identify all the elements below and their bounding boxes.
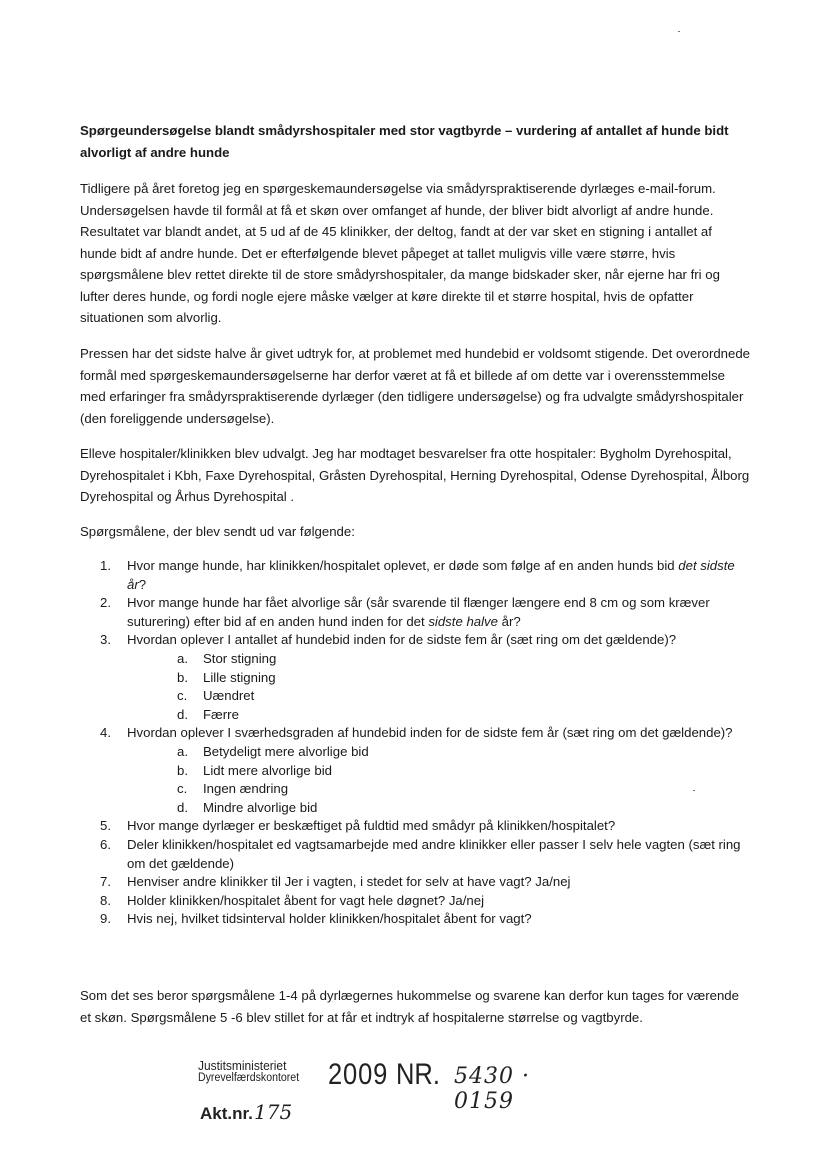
option-letter: c.: [177, 781, 188, 797]
question-text: Holder klinikken/hospitalet åbent for vagt hele døgnet? Ja/nej: [127, 892, 485, 908]
option-letter: d.: [177, 799, 188, 815]
option-letter: b.: [177, 762, 188, 778]
question-number: 4.: [100, 725, 111, 741]
document-title: Spørgeundersøgelse blandt smådyrshospitaler med stor vagtbyrde – vurdering af antallet af hunde bidt alvorligt af andre hunde: [80, 123, 729, 160]
question-number: 7.: [100, 874, 111, 890]
paragraph-questions-intro: Spørgsmålene, der blev sendt ud var følgende:: [80, 524, 355, 539]
option-letter: a.: [177, 650, 188, 666]
question-number: 8.: [100, 892, 111, 908]
question-text: Hvor mange hunde har fået alvorlige sår (sår svarende til flænger længere end 8 cm og som kræver suturering) efter bid af en anden hund inden for det: [127, 595, 710, 629]
paragraph-intro: Tidligere på året foretog jeg en spørgeskemaundersøgelse via smådyrspraktiserende dyrlæges e-mail-forum. Undersøgelsen havde til formål at få et skøn over omfanget af hunde, der bliver bidt alvorligt af andre hunde. Resultatet var blandt andet, at 5 ud af de 45 klinikker, der deltog, fandt at der var sket en stigning i antallet af hunde bidt af andre hunde. Det er efterfølgende blevet påpeget at tallet muligvis ville være større, hvis spørgsmålene blev rettet direkte til de store smådyrshospitaler, da mange bidskader sker, når ejerne har fri og lufter deres hunde, og fordi nogle ejere måske vælger at køre direkte til et større hospital, hvis de opfatter situationen som alvorlig.: [80, 181, 720, 325]
answer-options: [127, 743, 750, 817]
stamp-akt-label: Akt.nr.: [200, 1104, 253, 1123]
stamp-office-line2: Dyrevelfærdskontoret: [198, 1072, 300, 1084]
question-item: [100, 910, 750, 929]
option-text: Lille stigning: [203, 669, 276, 685]
answer-option: [177, 650, 750, 669]
question-emphasis: det sidste år: [127, 558, 735, 592]
question-item: [100, 631, 750, 724]
answer-options: [127, 650, 750, 724]
question-text: Deler klinikken/hospitalet ed vagtsamarbejde med andre klinikker eller passer I selv hele vagten (sæt ring om det gældende): [127, 836, 741, 871]
question-number: 2.: [100, 595, 111, 611]
option-text: Færre: [203, 706, 239, 722]
answer-option: [177, 743, 750, 762]
question-text: Henviser andre klinikker til Jer i vagten, i stedet for selv at have vagt? Ja/nej: [127, 874, 571, 890]
question-text: Hvor mange hunde, har klinikken/hospitalet oplevet, er døde som følge af en anden hunds bid: [127, 558, 679, 573]
question-item: [100, 594, 750, 631]
question-suffix: år?: [497, 613, 521, 629]
question-item: [100, 724, 750, 817]
question-number: 5.: [100, 818, 111, 834]
answer-option: [177, 762, 750, 781]
question-list: [100, 557, 750, 929]
question-suffix: ?: [138, 576, 147, 592]
option-text: Ingen ændring: [203, 781, 289, 797]
question-number: 9.: [100, 911, 111, 927]
option-letter: a.: [177, 743, 188, 759]
scan-speck: [678, 31, 680, 32]
question-text: Hvor mange dyrlæger er beskæftiget på fuldtid med smådyr på klinikken/hospitalet?: [127, 818, 616, 834]
option-text: Mindre alvorlige bid: [203, 799, 318, 815]
question-item: [100, 892, 750, 911]
option-text: Uændret: [203, 688, 255, 704]
stamp-office: [198, 1060, 299, 1084]
stamp-year: 2009: [328, 1058, 389, 1091]
question-item: [100, 817, 750, 836]
question-text: Hvordan oplever I antallet af hundebid inden for de sidste fem år (sæt ring om det gældende)?: [127, 632, 677, 648]
question-number: 1.: [100, 558, 111, 573]
stamp-case-number: 5430 · 0159: [454, 1064, 530, 1114]
question-number: 6.: [100, 836, 111, 852]
answer-option: [177, 687, 750, 706]
stamp-office-line1: Justitsministeriet: [198, 1058, 287, 1073]
question-item: [100, 873, 750, 892]
answer-option: [177, 669, 750, 688]
option-text: Lidt mere alvorlige bid: [203, 762, 333, 778]
answer-option: [177, 706, 750, 725]
answer-option: [177, 799, 750, 818]
question-emphasis: sidste halve: [428, 613, 498, 629]
option-letter: d.: [177, 706, 188, 722]
question-item: [100, 557, 750, 594]
registry-stamp: [198, 1060, 578, 1130]
paragraph-closing: Som det ses beror spørgsmålene 1-4 på dyrlægernes hukommelse og svarene kan derfor kun tages for værende et skøn. Spørgsmålene 5 -6 blev stillet for at får et indtryk af hospitalerne størrelse og vagtbyrde.: [80, 988, 739, 1025]
option-text: Stor stigning: [203, 650, 277, 666]
stamp-akt-number: 175: [254, 1100, 293, 1124]
question-item: [100, 836, 750, 873]
paragraph-hospitals: Elleve hospitaler/klinikken blev udvalgt. Jeg har modtaget besvarelser fra otte hospitaler: Bygholm Dyrehospital, Dyrehospitalet i Kbh, Faxe Dyrehospital, Gråsten Dyrehospital, Herning Dyrehospital, Odense Dyrehospital, Ålborg Dyrehospital og Århus Dyrehospital .: [80, 446, 750, 504]
stamp-nr-label: NR.: [396, 1058, 440, 1091]
option-letter: b.: [177, 669, 188, 685]
question-number: 3.: [100, 632, 111, 648]
option-letter: c.: [177, 688, 188, 704]
option-text: Betydeligt mere alvorlige bid: [203, 743, 369, 759]
paragraph-purpose: Pressen har det sidste halve år givet udtryk for, at problemet med hundebid er voldsomt stigende. Det overordnede formål med spørgeskemaundersøgelserne har derfor været at få et billede af om dette var i overensstemmelse med erfaringer fra smådyrspraktiserende dyrlæger (den tidligere undersøgelse) og fra udvalgte smådyrshospitaler (den foreliggende undersøgelse).: [80, 346, 751, 426]
question-text: Hvordan oplever I sværhedsgraden af hundebid inden for de sidste fem år (sæt ring om det gældende)?: [127, 725, 733, 741]
scan-speck: [693, 790, 695, 791]
question-text: Hvis nej, hvilket tidsinterval holder klinikken/hospitalet åbent for vagt?: [127, 911, 532, 927]
answer-option: [177, 780, 750, 799]
